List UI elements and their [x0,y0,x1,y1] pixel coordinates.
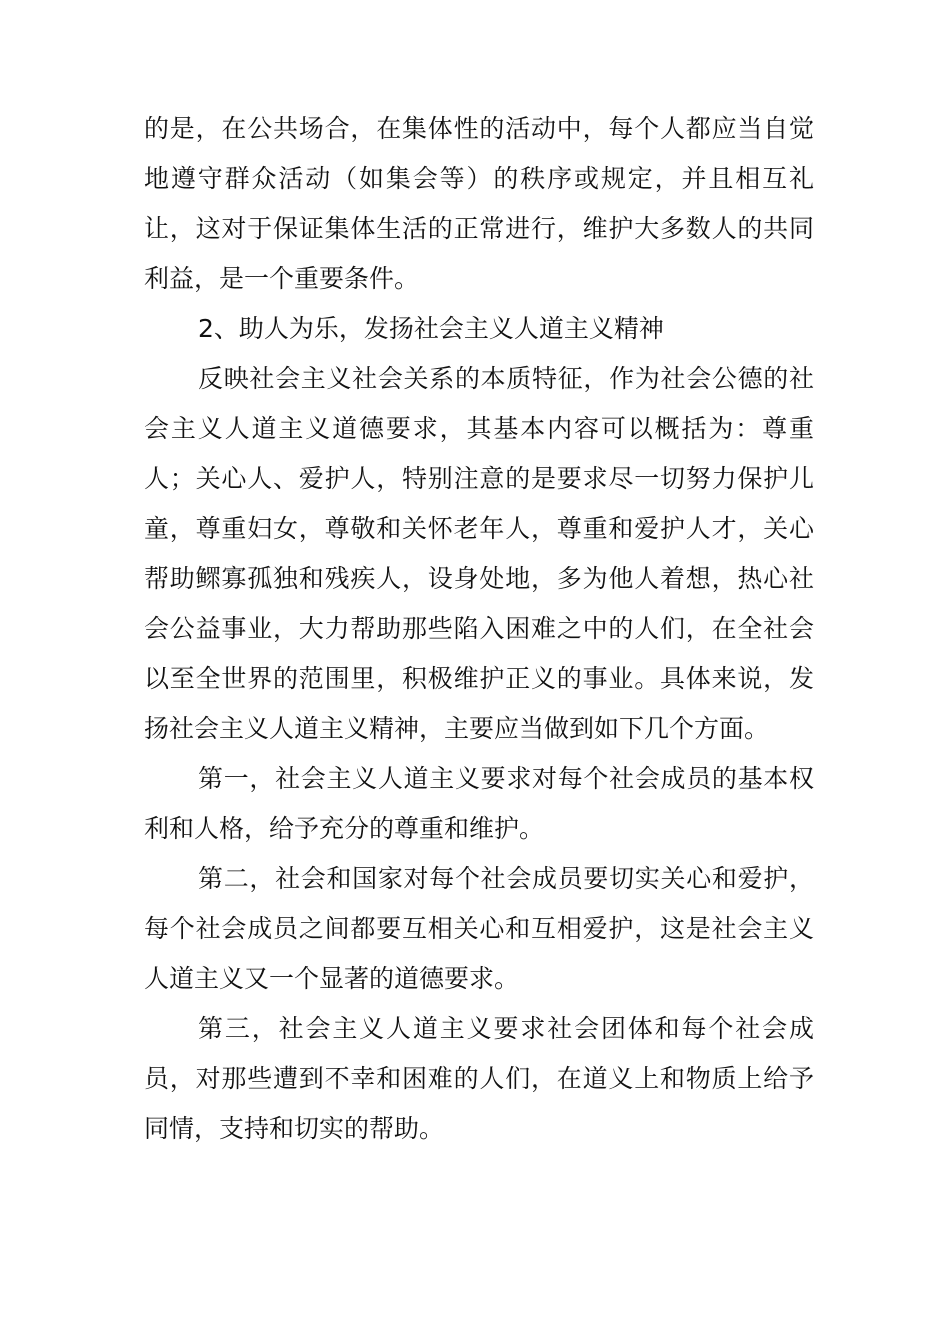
paragraph-third-requirement: 第三，社会主义人道主义要求社会团体和每个社会成员，对那些遭到不幸和困难的人们，在道义上和物质上给予同情，支持和切实的帮助。 [144,1014,814,1143]
section-heading-helping-others: 2、助人为乐，发扬社会主义人道主义精神 [198,314,664,343]
paragraph-first-requirement: 第一，社会主义人道主义要求对每个社会成员的基本权利和人格，给予充分的尊重和维护。 [144,764,814,843]
body-text [144,104,814,1154]
paragraph-continuation: 的是，在公共场合，在集体性的活动中，每个人都应当自觉地遵守群众活动（如集会等）的秩序或规定，并且相互礼让，这对于保证集体生活的正常进行，维护大多数人的共同利益，是一个重要条件。 [144,114,814,293]
paragraph-humanitarianism-content: 反映社会主义社会关系的本质特征，作为社会公德的社会主义人道主义道德要求，其基本内容可以概括为：尊重人；关心人、爱护人，特别注意的是要求尽一切努力保护儿童，尊重妇女，尊敬和关怀老年人，尊重和爱护人才，关心帮助鳏寡孤独和残疾人，设身处地，多为他人着想，热心社会公益事业，大力帮助那些陷入困难之中的人们，在全社会以至全世界的范围里，积极维护正义的事业。具体来说，发扬社会主义人道主义精神，主要应当做到如下几个方面。 [144,364,814,743]
paragraph-second-requirement: 第二，社会和国家对每个社会成员要切实关心和爱护，每个社会成员之间都要互相关心和互相爱护，这是社会主义人道主义又一个显著的道德要求。 [144,864,814,993]
